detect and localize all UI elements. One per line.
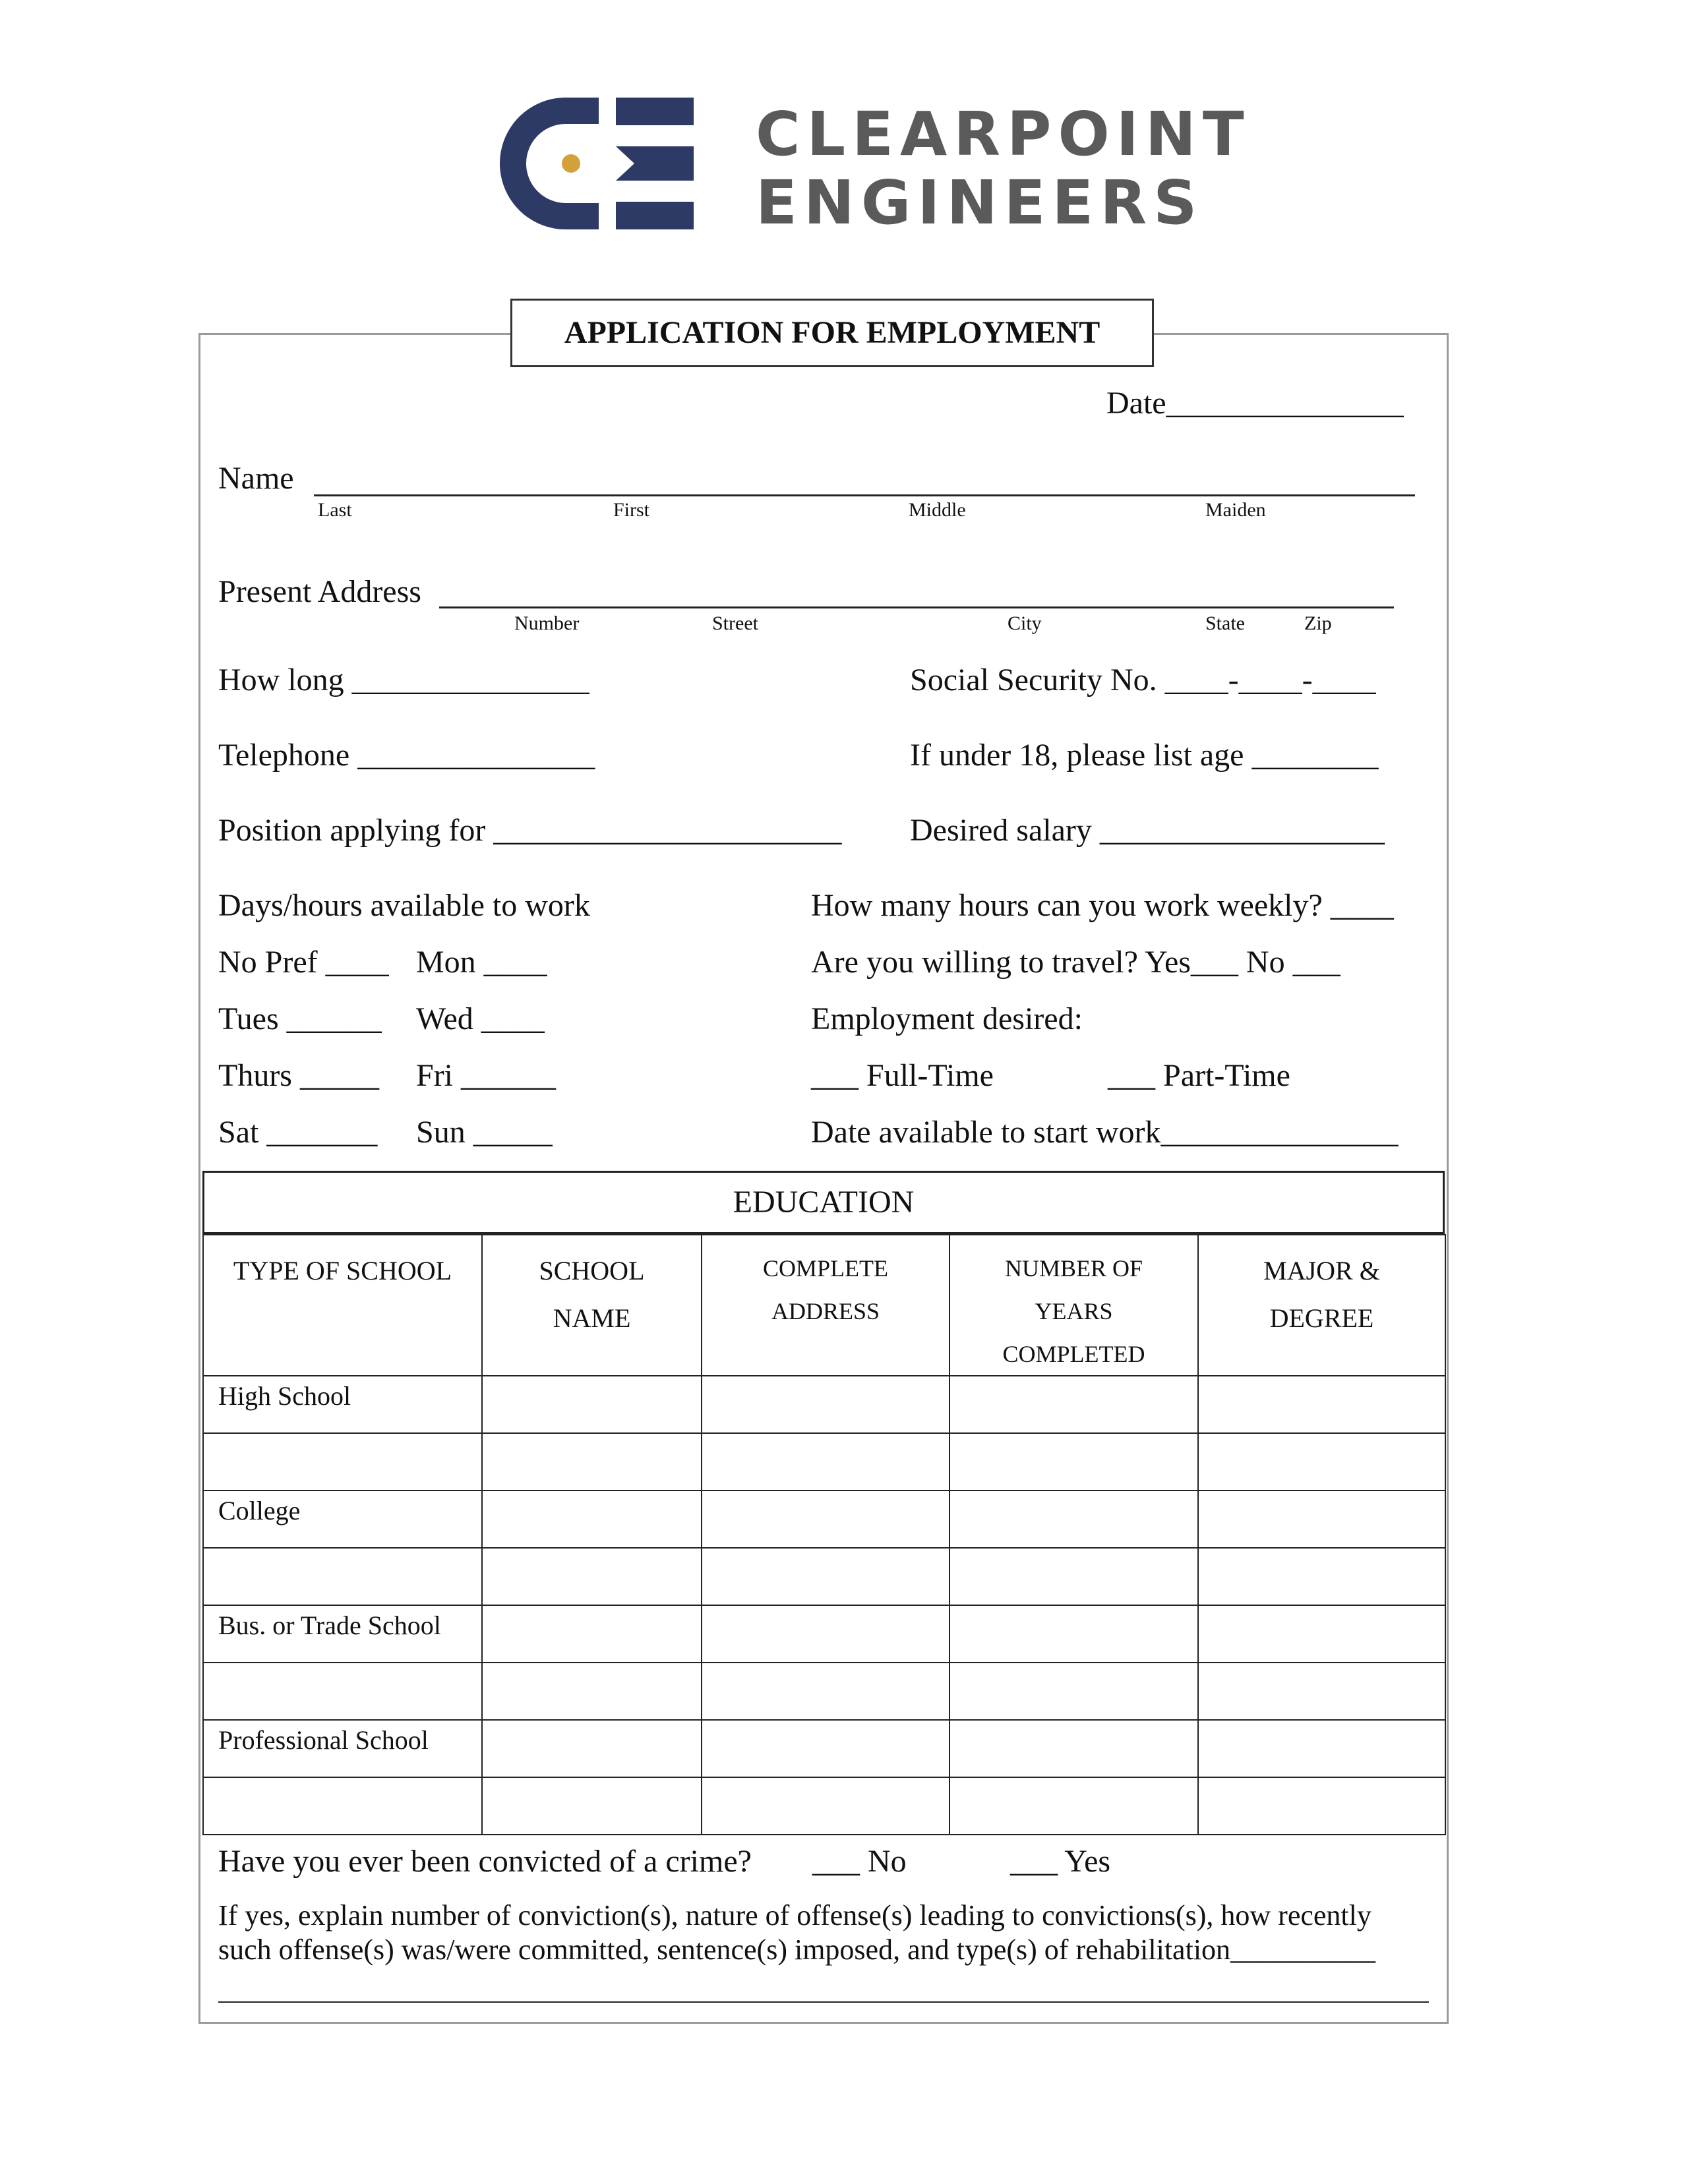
table-cell[interactable] (950, 1490, 1198, 1548)
date-field[interactable]: Date_______________ (1106, 386, 1404, 421)
address-input-line[interactable] (439, 606, 1394, 608)
how-long-field[interactable]: How long _______________ (218, 663, 589, 697)
ssn-field[interactable]: Social Security No. ____-____-____ (910, 663, 1376, 697)
table-cell[interactable] (950, 1376, 1198, 1433)
position-field[interactable]: Position applying for ______________________ (218, 813, 842, 848)
name-sub-last: Last (318, 499, 352, 521)
table-cell[interactable] (482, 1548, 702, 1605)
company-logo (498, 96, 696, 231)
table-cell[interactable] (702, 1605, 950, 1663)
education-table (202, 1234, 1446, 1835)
address-sub-number: Number (514, 612, 580, 634)
row-label-cell[interactable] (203, 1777, 482, 1835)
no-pref-field[interactable]: No Pref ____ (218, 945, 389, 980)
logo-wordmark-line2: ENGINEERS (756, 167, 1204, 238)
col-type-of-school: TYPE OF SCHOOL (203, 1235, 482, 1376)
table-row (203, 1777, 1445, 1835)
table-cell[interactable] (950, 1605, 1198, 1663)
table-cell[interactable] (950, 1433, 1198, 1490)
name-sub-maiden: Maiden (1205, 499, 1266, 521)
part-time-option[interactable]: ___ Part-Time (1108, 1058, 1290, 1093)
table-cell[interactable] (482, 1663, 702, 1720)
row-label-cell[interactable] (203, 1663, 482, 1720)
education-header-row (203, 1235, 1445, 1376)
table-row (203, 1605, 1445, 1663)
crime-explain-extra-line[interactable] (218, 2001, 1429, 2003)
full-time-option[interactable]: ___ Full-Time (811, 1058, 994, 1093)
tues-field[interactable]: Tues ______ (218, 1001, 382, 1036)
table-row (203, 1548, 1445, 1605)
table-cell[interactable] (702, 1433, 950, 1490)
table-cell[interactable] (1198, 1376, 1445, 1433)
name-sub-first: First (613, 499, 650, 521)
travel-field[interactable]: Are you willing to travel? Yes___ No ___ (811, 945, 1341, 980)
table-cell[interactable] (482, 1605, 702, 1663)
table-cell[interactable] (702, 1548, 950, 1605)
crime-yes-option[interactable]: ___ Yes (1010, 1844, 1111, 1879)
address-sub-state: State (1205, 612, 1245, 634)
under18-age-field[interactable]: If under 18, please list age ________ (910, 738, 1379, 773)
crime-explain-line2[interactable]: such offense(s) was/were committed, sentence(s) imposed, and type(s) of rehabilitation__________ (218, 1933, 1376, 1966)
form-title: APPLICATION FOR EMPLOYMENT (510, 299, 1154, 367)
sat-field[interactable]: Sat _______ (218, 1115, 378, 1150)
row-label-cell: High School (203, 1376, 482, 1433)
row-label-cell: Professional School (203, 1720, 482, 1777)
wed-field[interactable]: Wed ____ (416, 1001, 545, 1036)
name-input-line[interactable] (314, 494, 1415, 496)
table-cell[interactable] (702, 1376, 950, 1433)
table-cell[interactable] (482, 1376, 702, 1433)
address-sub-city: City (1008, 612, 1042, 634)
table-cell[interactable] (1198, 1548, 1445, 1605)
row-label-cell: College (203, 1490, 482, 1548)
row-label-cell[interactable] (203, 1433, 482, 1490)
address-label: Present Address (218, 574, 421, 609)
crime-question: Have you ever been convicted of a crime? (218, 1844, 752, 1879)
table-row (203, 1490, 1445, 1548)
table-cell[interactable] (702, 1720, 950, 1777)
name-sub-middle: Middle (909, 499, 966, 521)
hours-weekly-field[interactable]: How many hours can you work weekly? ____ (811, 888, 1394, 923)
row-label-cell: Bus. or Trade School (203, 1605, 482, 1663)
mon-field[interactable]: Mon ____ (416, 945, 547, 980)
sun-field[interactable]: Sun _____ (416, 1115, 553, 1150)
employment-desired-label: Employment desired: (811, 1001, 1083, 1036)
logo-wordmark-line1: CLEARPOINT (756, 99, 1251, 169)
table-cell[interactable] (1198, 1433, 1445, 1490)
table-cell[interactable] (702, 1490, 950, 1548)
table-cell[interactable] (482, 1720, 702, 1777)
table-row (203, 1663, 1445, 1720)
table-cell[interactable] (950, 1720, 1198, 1777)
col-years-completed: NUMBER OF YEARS COMPLETED (950, 1235, 1198, 1376)
table-cell[interactable] (702, 1777, 950, 1835)
crime-no-option[interactable]: ___ No (812, 1844, 907, 1879)
table-cell[interactable] (482, 1433, 702, 1490)
logo-mark-icon (498, 96, 696, 231)
table-cell[interactable] (950, 1663, 1198, 1720)
start-date-field[interactable]: Date available to start work_______________ (811, 1115, 1399, 1150)
crime-explain-line1: If yes, explain number of conviction(s), nature of offense(s) leading to convictions(s), how recently (218, 1899, 1372, 1932)
address-sub-street: Street (712, 612, 758, 634)
table-cell[interactable] (482, 1490, 702, 1548)
table-cell[interactable] (1198, 1663, 1445, 1720)
table-row (203, 1720, 1445, 1777)
table-cell[interactable] (950, 1548, 1198, 1605)
name-label: Name (218, 461, 294, 496)
fri-field[interactable]: Fri ______ (416, 1058, 557, 1093)
thurs-field[interactable]: Thurs _____ (218, 1058, 379, 1093)
table-cell[interactable] (1198, 1605, 1445, 1663)
table-cell[interactable] (1198, 1490, 1445, 1548)
telephone-field[interactable]: Telephone _______________ (218, 738, 595, 773)
row-label-cell[interactable] (203, 1548, 482, 1605)
table-row (203, 1376, 1445, 1433)
table-cell[interactable] (950, 1777, 1198, 1835)
col-complete-address: COMPLETE ADDRESS (702, 1235, 950, 1376)
table-cell[interactable] (482, 1777, 702, 1835)
table-cell[interactable] (1198, 1777, 1445, 1835)
desired-salary-field[interactable]: Desired salary __________________ (910, 813, 1385, 848)
table-cell[interactable] (702, 1663, 950, 1720)
col-major-degree: MAJOR & DEGREE (1198, 1235, 1445, 1376)
education-header: EDUCATION (202, 1171, 1445, 1234)
col-school-name: SCHOOL NAME (482, 1235, 702, 1376)
days-hours-label: Days/hours available to work (218, 888, 590, 923)
address-sub-zip: Zip (1304, 612, 1332, 634)
table-row (203, 1433, 1445, 1490)
table-cell[interactable] (1198, 1720, 1445, 1777)
